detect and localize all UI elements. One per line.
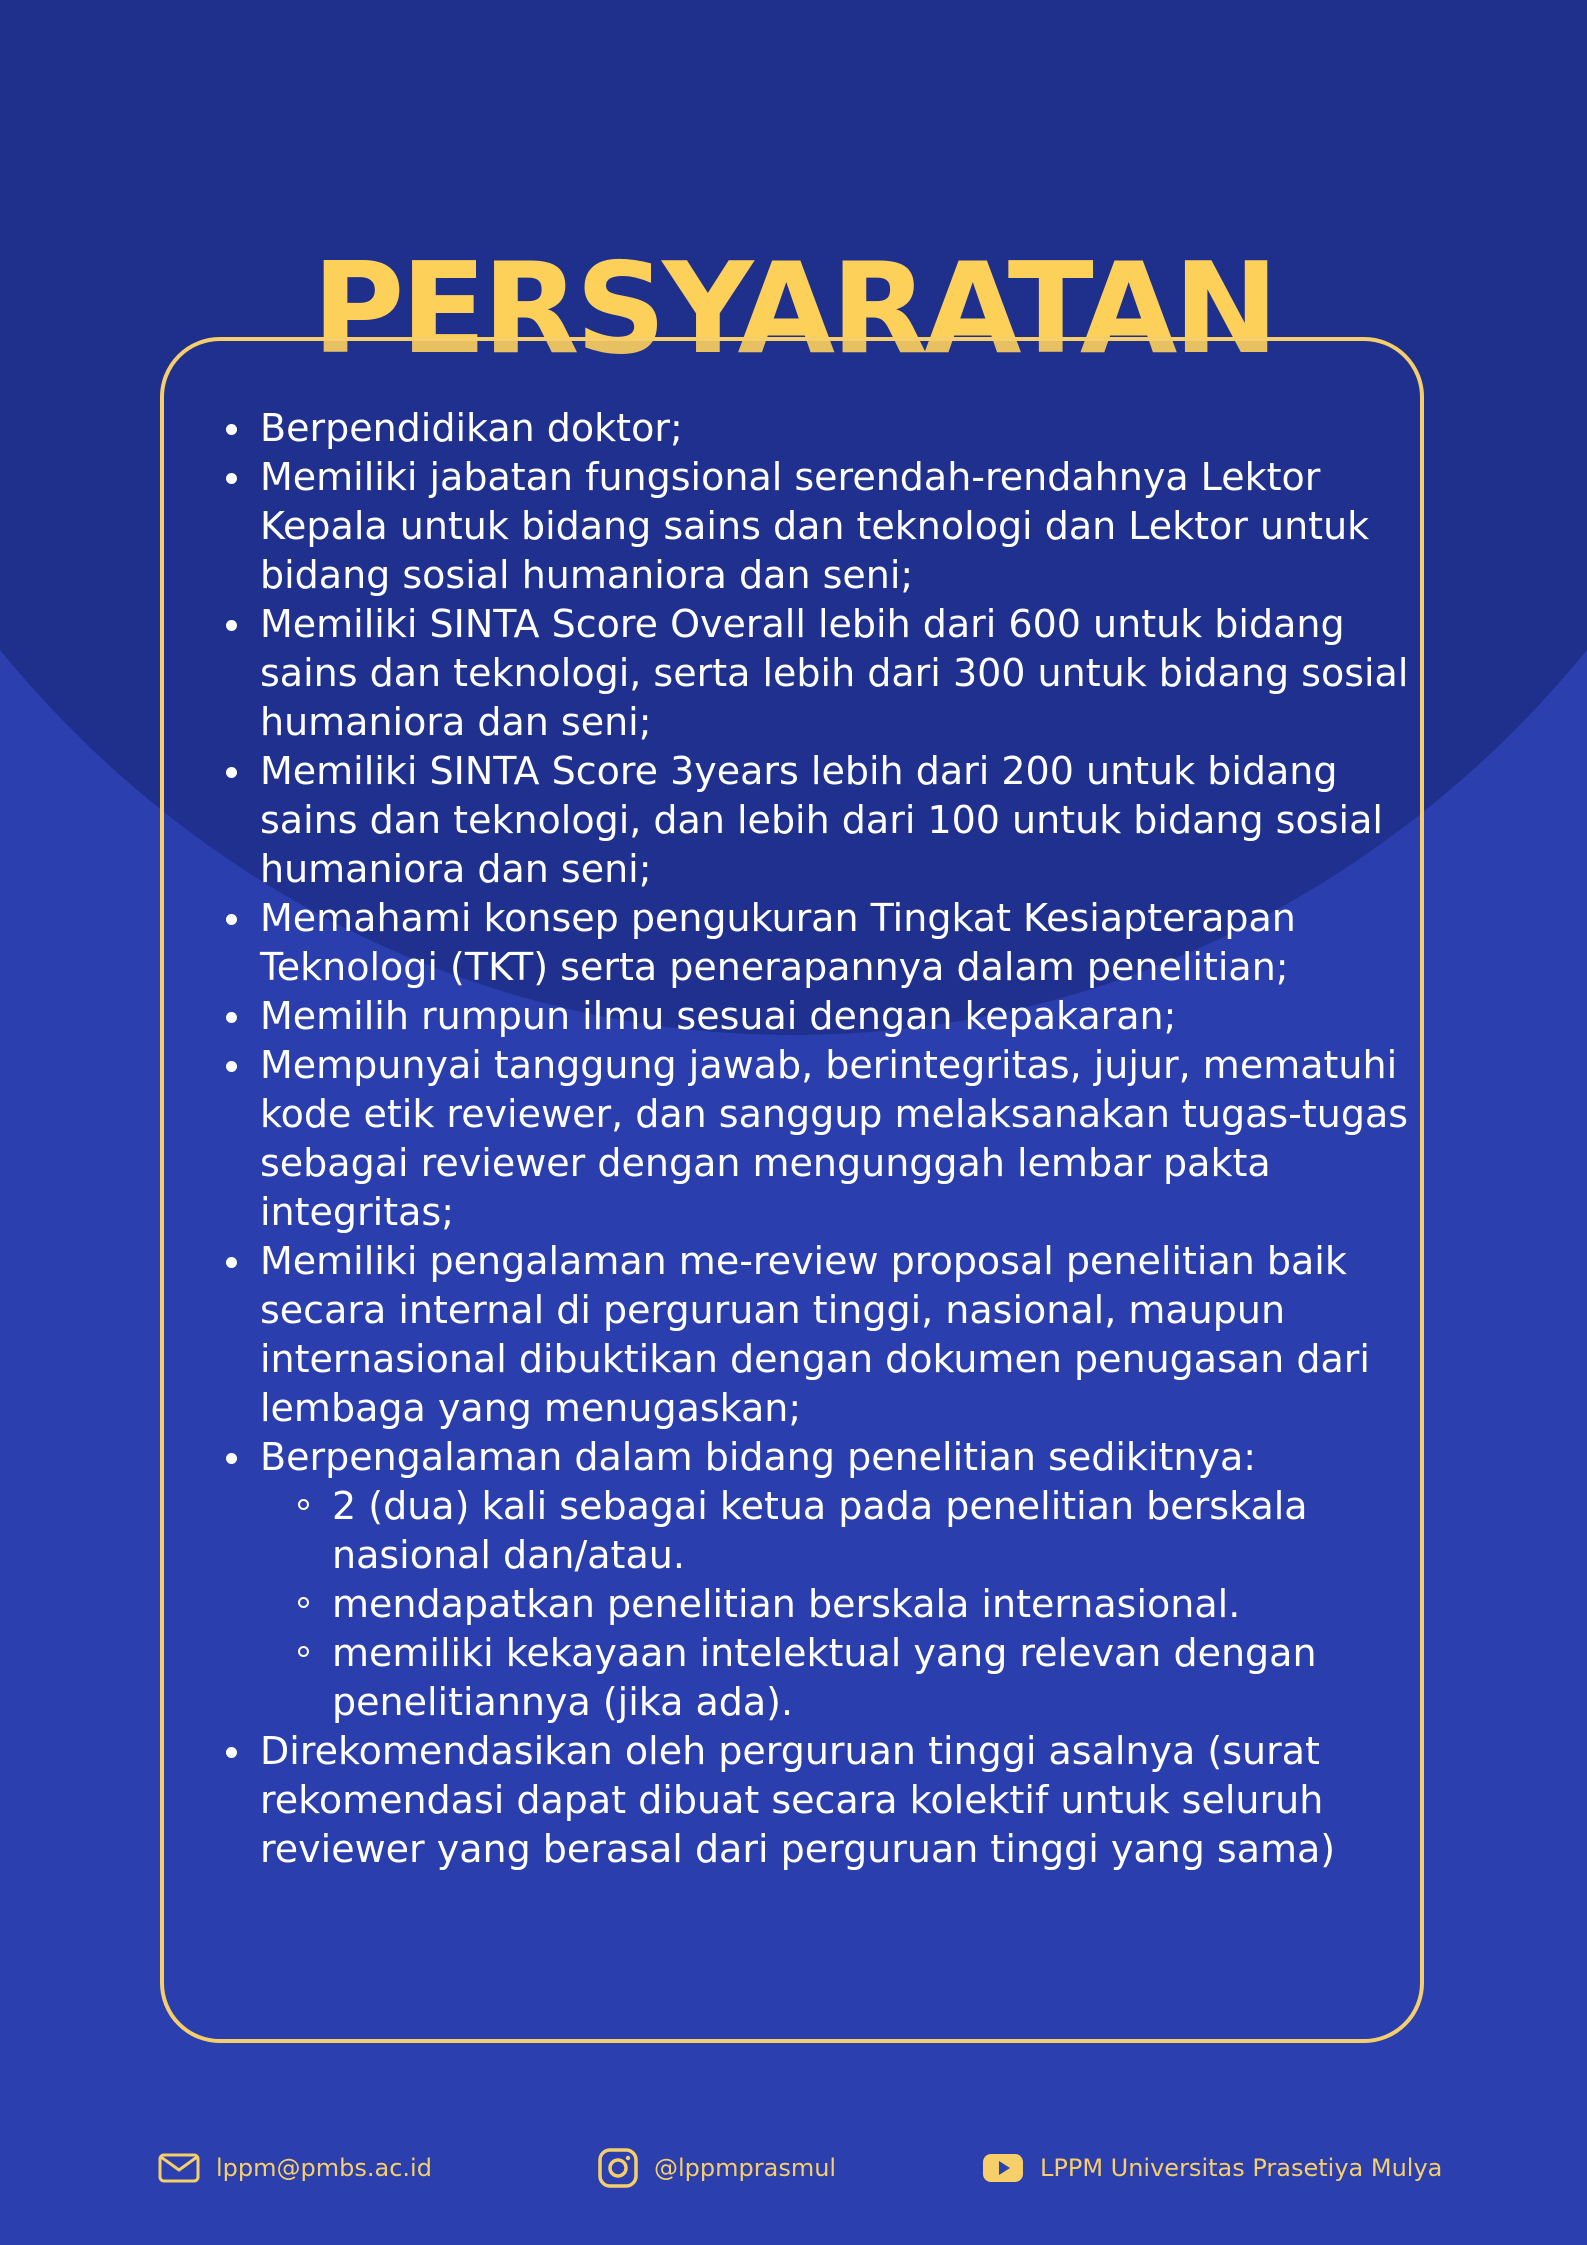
page-title: PERSYARATAN xyxy=(312,235,1275,383)
requirement-text: Memiliki SINTA Score 3years lebih dari 200 untuk bidang sains dan teknologi, dan lebih dari 100 untuk bidang sosial humaniora dan seni; xyxy=(260,749,1383,891)
footer-instagram[interactable] xyxy=(598,2146,836,2190)
requirement-item xyxy=(260,1041,1410,1237)
requirement-text: Memiliki pengalaman me-review proposal penelitian baik secara internal di perguruan tinggi, nasional, maupun internasional dibuktikan dengan dokumen penugasan dari lembaga yang menugaskan; xyxy=(260,1239,1370,1430)
requirements-list xyxy=(260,404,1410,1874)
requirement-item xyxy=(260,1237,1410,1433)
requirement-item xyxy=(260,404,1410,453)
requirement-text: Memahami konsep pengukuran Tingkat Kesiapterapan Teknologi (TKT) serta penerapannya dalam penelitian; xyxy=(260,896,1296,989)
requirement-text: Mempunyai tanggung jawab, berintegritas, jujur, mematuhi kode etik reviewer, dan sanggup melaksanakan tugas-tugas sebagai reviewer dengan mengunggah lembar pakta integritas; xyxy=(260,1043,1409,1234)
requirement-item xyxy=(260,453,1410,600)
requirement-text: Direkomendasikan oleh perguruan tinggi asalnya (surat rekomendasi dapat dibuat secara kolektif untuk seluruh reviewer yang berasal dari perguruan tinggi yang sama) xyxy=(260,1729,1336,1871)
instagram-icon xyxy=(598,2148,638,2188)
footer-email-text: lppm@pmbs.ac.id xyxy=(216,2154,432,2182)
requirement-text: Berpengalaman dalam bidang penelitian sedikitnya: xyxy=(260,1435,1257,1479)
footer-youtube[interactable] xyxy=(982,2146,1442,2190)
requirement-text: Memiliki jabatan fungsional serendah-rendahnya Lektor Kepala untuk bidang sains dan teknologi dan Lektor untuk bidang sosial humaniora dan seni; xyxy=(260,455,1370,597)
requirement-item xyxy=(260,747,1410,894)
requirement-item xyxy=(260,600,1410,747)
requirement-text: Memilih rumpun ilmu sesuai dengan kepakaran; xyxy=(260,994,1177,1038)
requirement-item xyxy=(260,1433,1410,1727)
footer-email[interactable] xyxy=(158,2146,432,2190)
requirement-subitem: memiliki kekayaan intelektual yang relevan dengan penelitiannya (jika ada). xyxy=(332,1629,1410,1727)
requirement-item xyxy=(260,894,1410,992)
youtube-icon xyxy=(982,2153,1024,2183)
footer-instagram-text: @lppmprasmul xyxy=(654,2154,837,2182)
requirement-text: Berpendidikan doktor; xyxy=(260,406,683,450)
requirement-sublist xyxy=(260,1482,1410,1727)
envelope-icon xyxy=(158,2153,200,2183)
footer-youtube-text: LPPM Universitas Prasetiya Mulya xyxy=(1040,2154,1443,2182)
requirement-item xyxy=(260,992,1410,1041)
requirement-text: Memiliki SINTA Score Overall lebih dari 600 untuk bidang sains dan teknologi, serta lebih dari 300 untuk bidang sosial humaniora dan seni; xyxy=(260,602,1409,744)
requirement-subitem: mendapatkan penelitian berskala internasional. xyxy=(332,1580,1410,1629)
requirement-item xyxy=(260,1727,1410,1874)
requirement-subitem: 2 (dua) kali sebagai ketua pada penelitian berskala nasional dan/atau. xyxy=(332,1482,1410,1580)
